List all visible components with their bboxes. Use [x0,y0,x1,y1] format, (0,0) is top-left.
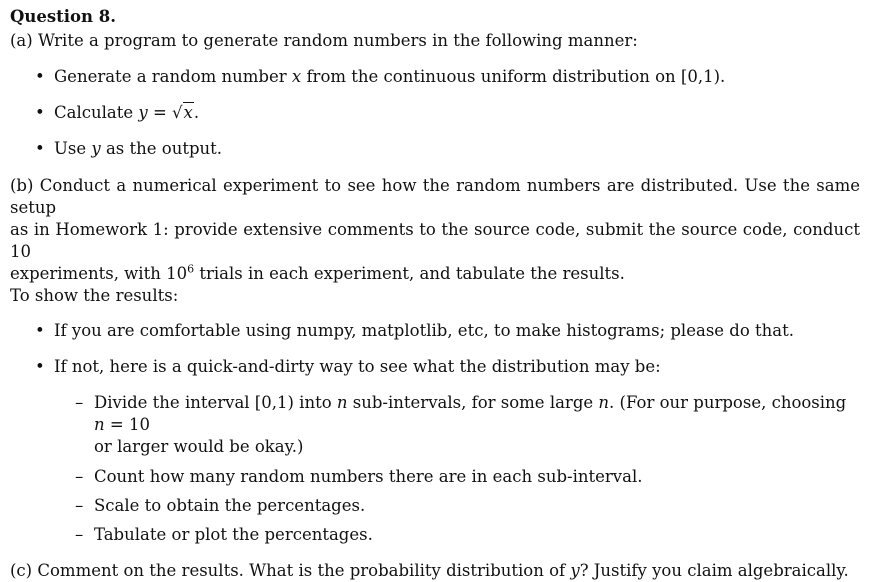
bullet-icon: • [35,321,45,340]
part-a-intro: (a) Write a program to generate random numbers in the following manner: [10,31,638,50]
part-b-bullet-2: • If not, here is a quick-and-dirty way to see what the distribution may be: [35,357,661,376]
dash-icon: – [75,525,84,544]
part-a-list [10,66,860,160]
dash-icon: – [75,393,84,412]
sub-item-scale: – Scale to obtain the percentages. [75,496,366,515]
part-b-paragraph [10,175,860,307]
bullet-icon: • [35,139,45,158]
sub-item-tabulate: – Tabulate or plot the percentages. [75,525,373,544]
sub-item-divide-interval: – Divide the interval [0,1) into n sub-intervals, for some large n. (For our purpose, choosing n = 10 or larger would be okay.) [75,393,847,456]
question-title: Question 8. [10,7,117,26]
sub-item-count: – Count how many random numbers there are in each sub-interval. [75,467,643,486]
part-b-list [10,320,860,546]
part-b-bullet-1: • If you are comfortable using numpy, matplotlib, etc, to make histograms; please do that. [35,321,795,340]
part-c-text: (c) Comment on the results. What is the probability distribution of y? Justify you claim algebraically. [10,561,849,580]
part-a-bullet-1: • Generate a random number x from the continuous uniform distribution on [0,1). [35,67,726,86]
question-document [10,6,860,582]
bullet-icon: • [35,67,45,86]
part-b-line-1: (b) Conduct a numerical experiment to see how the random numbers are distributed. Use the same setup [10,176,860,217]
square-root-expression: √x [172,103,193,122]
part-b-line-3: experiments, with $10^6$ trials in each experiment, and tabulate the results. [10,262,625,283]
bullet-icon: • [35,357,45,376]
part-b-line-2: as in Homework 1: provide extensive comments to the source code, submit the source code, conduct 10 [10,220,860,261]
sqrt-icon: √ [172,103,183,122]
bullet-icon: • [35,103,45,122]
part-b-line-4: To show the results: [10,286,179,305]
dash-icon: – [75,467,84,486]
dash-icon: – [75,496,84,515]
part-a-bullet-2: • Calculate y = √x. [35,103,200,122]
part-a-bullet-3: • Use y as the output. [35,139,223,158]
